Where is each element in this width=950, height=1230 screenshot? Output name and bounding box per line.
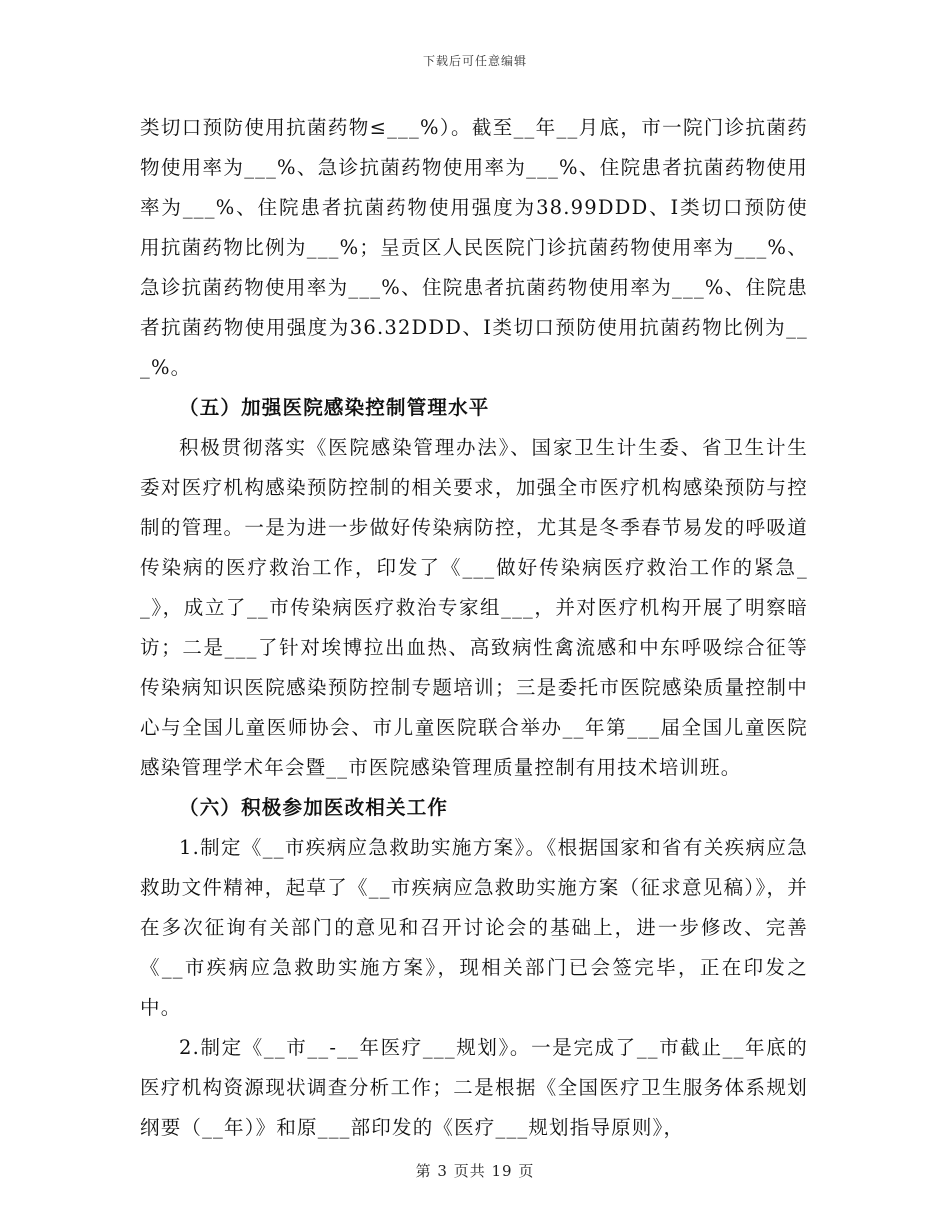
- section-heading-infection-control: （五）加强医院感染控制管理水平: [179, 396, 490, 419]
- paragraph-antibiotics-stats: 类切口预防使用抗菌药物≤___%）。截至__年__月底，市一院门诊抗菌药物使用率为___%、急诊抗菌药物使用率为___%、住院患者抗菌药物使用率为___%、住院患者抗菌药物使用强度为38.99DDD、Ⅰ类切口预防使用抗菌药物比例为___%；呈贡区人民医院门诊抗菌药物使用率为___%、急诊抗菌药物使用率为___%、住院患者抗菌药物使用率为___%、住院患者抗菌药物使用强度为36.32DDD、Ⅰ类切口预防使用抗菌药物比例为___%。: [140, 116, 808, 379]
- document-body: [140, 108, 808, 1148]
- page-footer: 第 3 页共 19 页: [415, 1162, 535, 1180]
- paragraph-medical-planning: 2.制定《__市__-__年医疗___规划》。一是完成了__市截止__年底的医疗机构资源现状调查分析工作；二是根据《全国医疗卫生服务体系规划纲要（__年）》和原___部印发的《医疗___规划指导原则》，: [140, 1036, 808, 1139]
- page-header: 下载后可任意编辑: [422, 54, 527, 68]
- paragraph-infection-control: 积极贯彻落实《医院感染管理办法》、国家卫生计生委、省卫生计生委对医疗机构感染预防控制的相关要求，加强全市医疗机构感染预防与控制的管理。一是为进一步做好传染病防控，尤其是冬季春节易发的呼吸道传染病的医疗救治工作，印发了《___做好传染病医疗救治工作的紧急__》，成立了__市传染病医疗救治专家组___，并对医疗机构开展了明察暗访；二是___了针对埃博拉出血热、高致病性禽流感和中东呼吸综合征等传染病知识医院感染预防控制专题培训；三是委托市医院感染质量控制中心与全国儿童医师协会、市儿童医院联合举办__年第___届全国儿童医院感染管理学术年会暨__市医院感染管理质量控制有用技术培训班。: [140, 436, 808, 779]
- paragraph-emergency-relief-plan: 1.制定《__市疾病应急救助实施方案》。《根据国家和省有关疾病应急救助文件精神，起草了《__市疾病应急救助实施方案（征求意见稿）》，并在多次征询有关部门的意见和召开讨论会的基础上，进一步修改、完善《__市疾病应急救助实施方案》，现相关部门已会签完毕，正在印发之中。: [140, 836, 808, 1019]
- section-heading-medical-reform: （六）积极参加医改相关工作: [179, 796, 449, 819]
